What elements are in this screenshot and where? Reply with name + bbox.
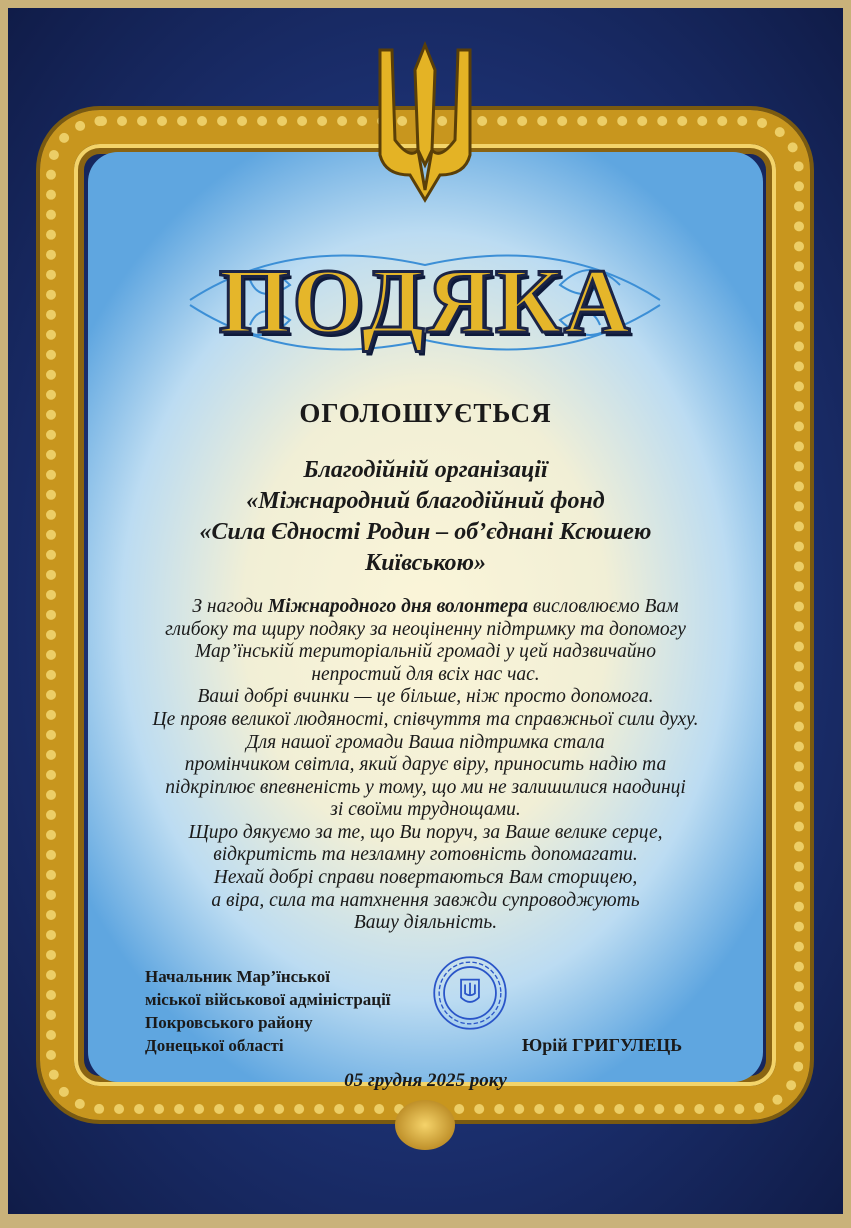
body-line: Нехай добрі справи повертаються Вам сторицею, xyxy=(213,867,638,888)
body-line: відкритість та незламну готовність допомагати. xyxy=(213,844,638,865)
body-bold-text: Міжнародного дня волонтера xyxy=(267,596,528,617)
position-line: Покровського району xyxy=(145,1013,313,1032)
body-line: непростий для всіх нас час. xyxy=(311,664,540,685)
body-line: Для нашої громади Ваша підтримка стала xyxy=(246,732,605,753)
position-line: Донецької області xyxy=(145,1036,284,1055)
certificate-title: ПОДЯКА xyxy=(218,250,633,352)
body-line: Мар’їнській територіальній громаді у цей надзвичайно xyxy=(195,641,656,662)
official-stamp xyxy=(432,955,508,1031)
fleur-ornament-icon xyxy=(395,1100,455,1150)
signatory-position xyxy=(145,965,391,1057)
body-line: а віра, сила та натхнення завжди супроводжують xyxy=(211,890,640,911)
body-line: підкріплює впевненість у тому, що ми не залишилися наодинці xyxy=(165,777,686,798)
recipient-line: Київською» xyxy=(364,550,487,576)
recipient-line: «Міжнародний благодійний фонд xyxy=(246,488,605,514)
issue-date: 05 грудня 2025 року xyxy=(344,1070,507,1091)
position-line: міської військової адміністрації xyxy=(145,990,391,1009)
body-line: Щиро дякуємо за те, що Ви поруч, за Ваше велике серце, xyxy=(188,822,663,843)
body-line: глибоку та щиру подяку за неоціненну підтримку та допомогу xyxy=(165,619,686,640)
body-line: Ваші добрі вчинки — це більше, ніж просто допомога. xyxy=(197,686,654,707)
body-line: зі своїми труднощами. xyxy=(330,799,521,820)
signatory-name: Юрій ГРИГУЛЕЦЬ xyxy=(522,1035,683,1055)
announcement-heading: ОГОЛОШУЄТЬСЯ xyxy=(299,398,552,428)
body-line: Вашу діяльність. xyxy=(353,912,498,933)
body-text: висловлюємо Вам xyxy=(527,596,679,617)
recipient-line: «Сила Єдності Родин – об’єднані Ксюшею xyxy=(199,519,652,545)
body-line: промінчиком світла, який дарує віру, приносить надію та xyxy=(184,754,667,775)
trident-emblem-icon xyxy=(370,40,480,205)
body-line: Це прояв великої людяності, співчуття та справжньої сили духу. xyxy=(152,709,699,730)
position-line: Начальник Мар’їнської xyxy=(145,967,330,986)
recipient-line: Благодійній організації xyxy=(303,457,548,483)
body-text: З нагоди xyxy=(192,596,268,617)
body-line xyxy=(0,596,851,619)
